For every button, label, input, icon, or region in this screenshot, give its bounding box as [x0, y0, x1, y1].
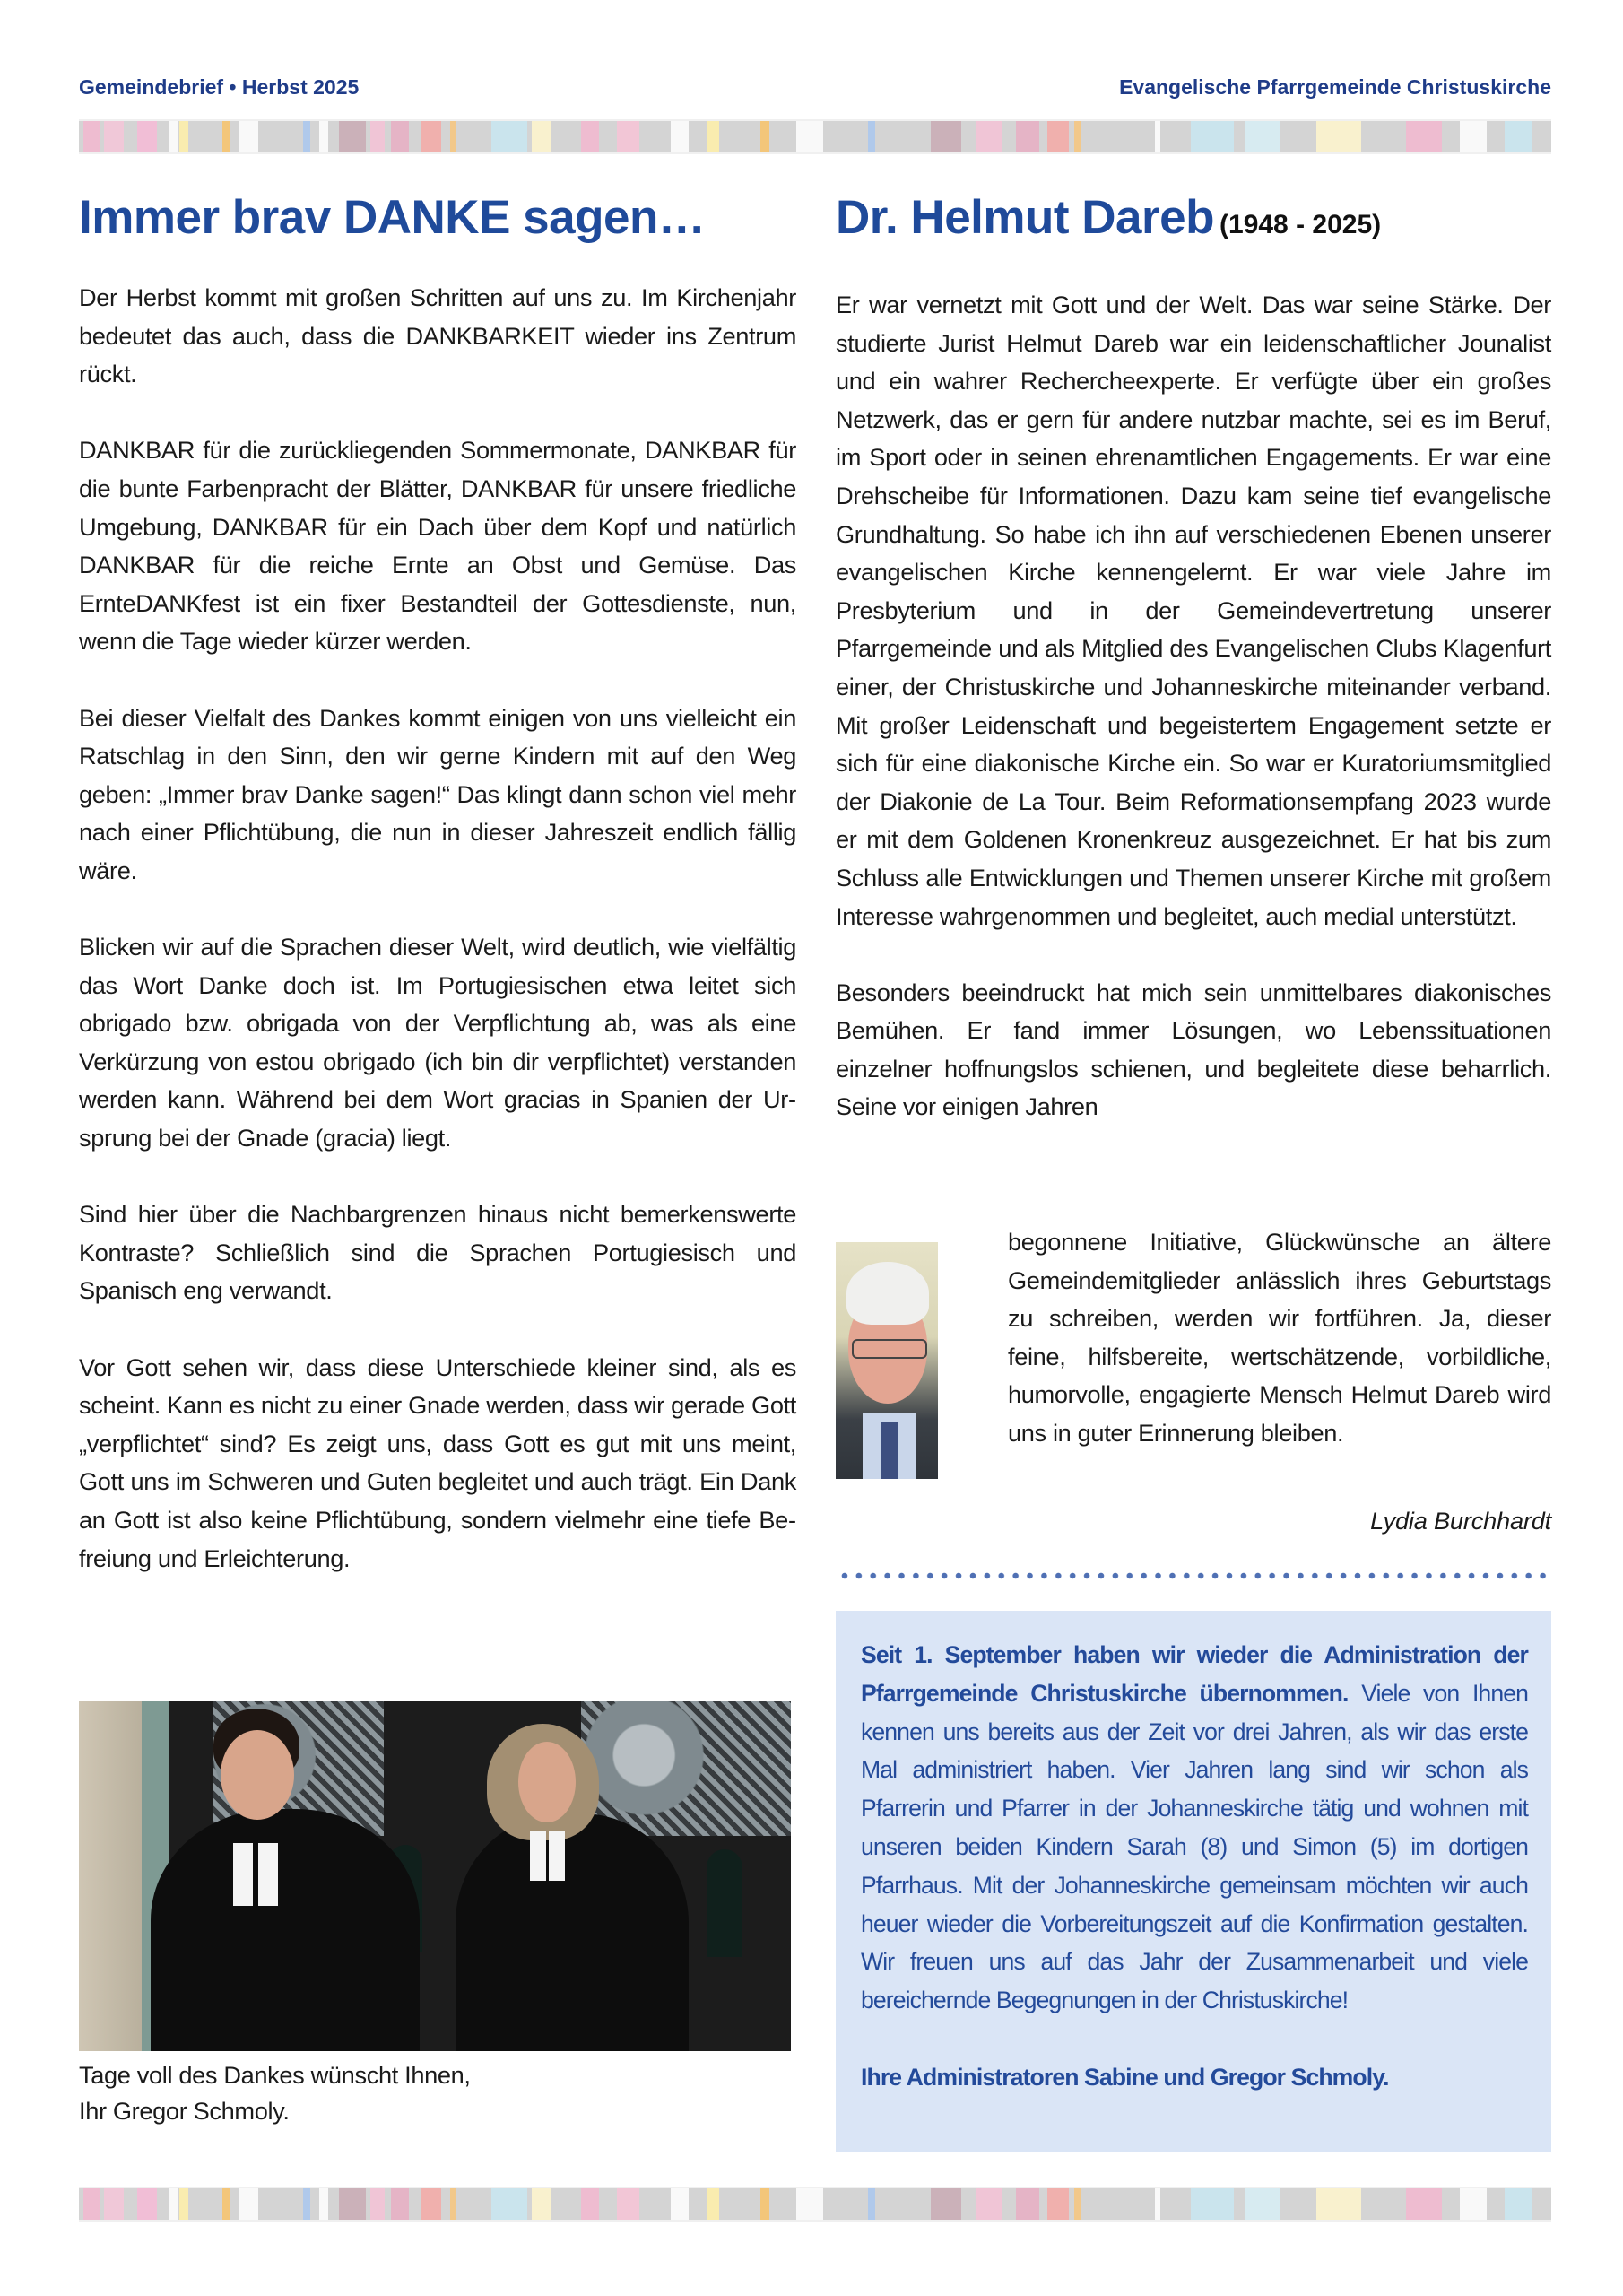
column-wall [79, 1701, 142, 2051]
pastors-photo [79, 1701, 791, 2051]
hair [846, 1262, 929, 1325]
article-title [836, 184, 1551, 259]
door-ornament [581, 1701, 791, 1836]
parish-name: Evangelische Pfarrgemeinde Christuskirche [1119, 75, 1551, 99]
paragraph: Der Herbst kommt mit großen Schritten auf uns zu. Im Kirchenjahr bedeutet das auch, dass die DANKBARKEIT wieder ins Zentrum rückt. [79, 283, 796, 388]
preaching-band [233, 1843, 253, 1906]
photo-caption [79, 2057, 471, 2129]
stained-glass-band-bottom [79, 2187, 1551, 2222]
article-body [79, 279, 796, 1578]
tie [881, 1422, 898, 1479]
face [518, 1742, 576, 1822]
paragraph: Vor Gott sehen wir, dass diese Unterschiede kleiner sind, als es scheint. Kann es nicht zu einer Gnade werden, dass wir gerade Gott „verpflichtet“ sind? Es zeigt uns, dass Gott es gut mit uns meint, Gott uns im Schweren und Guten begleitet und auch trägt. Ein Dank an Gott ist also keine Pflichtübung, sondern vielmehr eine tiefe Befreiung und Erleichterung. [79, 1352, 796, 1572]
paragraph: Er war vernetzt mit Gott und der Welt. Das war seine Stärke. Der studierte Jurist Helmut Dareb war ein leidenschaftlicher Jounalist und ein wahrer Rechercheexperte. Er verfügte über ein großes Netzwerk, das er gern für andere nutzbar machte, sei es im Beruf, im Sport oder in seinen ehrenamtlichen Engagements. Er war eine Drehscheibe für Informationen. Dazu kam seine tief evangelische Grundhaltung. So habe ich ihn auf verschiedenen Ebenen unserer evangelischen Kirche kennengelernt. Er war viele Jahre im Presbyterium und in der Gemeindevertretung unserer Pfarrgemeinde und als Mitglied des Evangelischen Clubs Klagenfurt einer, der Christuskirche und Johanneskirche miteinander verband. Mit großer Leidenschaft und begeistertem Engagement setzte er sich für eine diakonische Kirche ein. So war er Kuratoriumsmitglied der Diakonie de La Tour. Beim Reformationsempfang 2023 wurde er mit dem Goldenen Kronenkreuz ausgezeichnet. Er hat bis zum Schluss alle Entwicklungen und Themen unserer Kirche mit großem Interesse wahrgenommen und begleitet, auch medial unterstützt. [836, 291, 1551, 930]
paragraph: Besonders beeindruckt hat mich sein unmittelbares diakonisches Bemühen. Er fand immer Lösungen, wo Lebenssituationen einzelner hoffnungslos schienen, und begleitete diese beharrlich. Seine vor einigen Jahren [836, 978, 1551, 1121]
preaching-band [549, 1831, 565, 1881]
author-signature: Lydia Burchhardt [1370, 1507, 1551, 1535]
obituary-name: Dr. Helmut Dareb [836, 191, 1215, 244]
paragraph: Sind hier über die Nachbargrenzen hinaus nicht bemerkenswerte Kontraste? Schließlich sind die Sprachen Portugiesisch und Spanisch eng verwandt. [79, 1200, 796, 1305]
preaching-band [530, 1831, 546, 1881]
life-years: (1948 - 2025) [1219, 210, 1382, 239]
paragraph: Blicken wir auf die Sprachen dieser Welt, wird deutlich, wie vielfältig das Wort Danke doch ist. Im Portugiesischen etwa leitet sich obrigado bzw. obrigada von der Verpflichtung ab, was als eine Verkürzung von estou obrigado (ich bin dir verpflichtet) verstanden werden kann. Während bei dem Wort gracias in Spanien der Ursprung bei der Gnade (gracia) liegt. [79, 933, 796, 1152]
paragraph: Bei dieser Vielfalt des Dankes kommt einigen von uns vielleicht ein Ratschlag in den Sinn, den wir gerne Kindern mit auf den Weg geben: „Immer brav Danke sagen!“ Das klingt dann schon viel mehr nach einer Pflichtübung, die nun in dieser Jahreszeit endlich fällig wäre. [79, 703, 796, 884]
issue-label: Gemeindebrief • Herbst 2025 [79, 75, 360, 99]
notice-lead: Seit 1. September haben wir wieder die Administration der Pfarrgemeinde Christuskirche übernommen. [861, 1641, 1528, 1707]
notice-signoff: Ihre Administratoren Sabine und Gregor Schmoly. [861, 2063, 1389, 2091]
notice-body: Viele von Ihnen kennen uns bereits aus der Zeit vor drei Jahren, als wir das erste Mal administriert haben. Vier Jahren lang sind wir schon als Pfarrerin und Pfarrer in der Johanneskirche tätig und wohnen mit unseren beiden Kindern Sarah (8) und Simon (5) im dortigen Pfarrhaus. Mit der Johanneskirche gemeinsam möchten wir auch heuer wieder die Vorbereitungszeit auf die Konfirmation gestalten. Wir freuen uns auf das Jahr der Zusammenarbeit und viele bereichernde Begegnungen in der Christuskirche! [861, 1679, 1528, 2014]
administration-notice-box [836, 1611, 1551, 2152]
stained-glass-band-top [79, 119, 1551, 154]
caption-signature: Ihr Gregor Schmoly. [79, 2097, 290, 2125]
dotted-divider [838, 1571, 1551, 1580]
wrapped-paragraph [1008, 1223, 1551, 1453]
article-thanks [79, 184, 796, 1578]
pastor-left [151, 1809, 420, 2051]
article-obituary [836, 184, 1551, 1126]
running-header [79, 75, 1551, 102]
helmut-dareb-portrait [836, 1242, 938, 1479]
door-window [707, 1849, 742, 1957]
glasses [852, 1339, 927, 1359]
notice-paragraph [861, 1636, 1528, 2020]
caption-line: Tage voll des Dankes wünscht Ihnen, [79, 2061, 471, 2089]
preaching-band [258, 1843, 278, 1906]
paragraph: DANKBAR für die zurückliegenden Sommermonate, DANKBAR für die bunte Farbenpracht der Blätter, DANKBAR für unsere friedliche Umgebung, DANKBAR für ein Dach über dem Kopf und natürlich DANKBAR für die reiche Ernte an Obst und Gemüse. Das ErnteDANKfest ist ein fixer Bestandteil der Gottesdienste, nun, wenn die Tage wieder kürzer werden. [79, 436, 796, 656]
article-body [836, 286, 1551, 1126]
face [221, 1730, 294, 1820]
paragraph: begonnene Initiative, Glückwünsche an ältere Gemeindemitglieder anlässlich ihres Geburtstags zu schreiben, werden wir fortführen. Ja, dieser feine, hilfsbereite, wertschätzende, vorbildliche, humorvolle, engagierte Mensch Helmut Dareb wird uns in guter Erinnerung bleiben. [1008, 1228, 1551, 1447]
pastor-right [456, 1813, 689, 2051]
article-title: Immer brav DANKE sagen… [79, 191, 706, 244]
